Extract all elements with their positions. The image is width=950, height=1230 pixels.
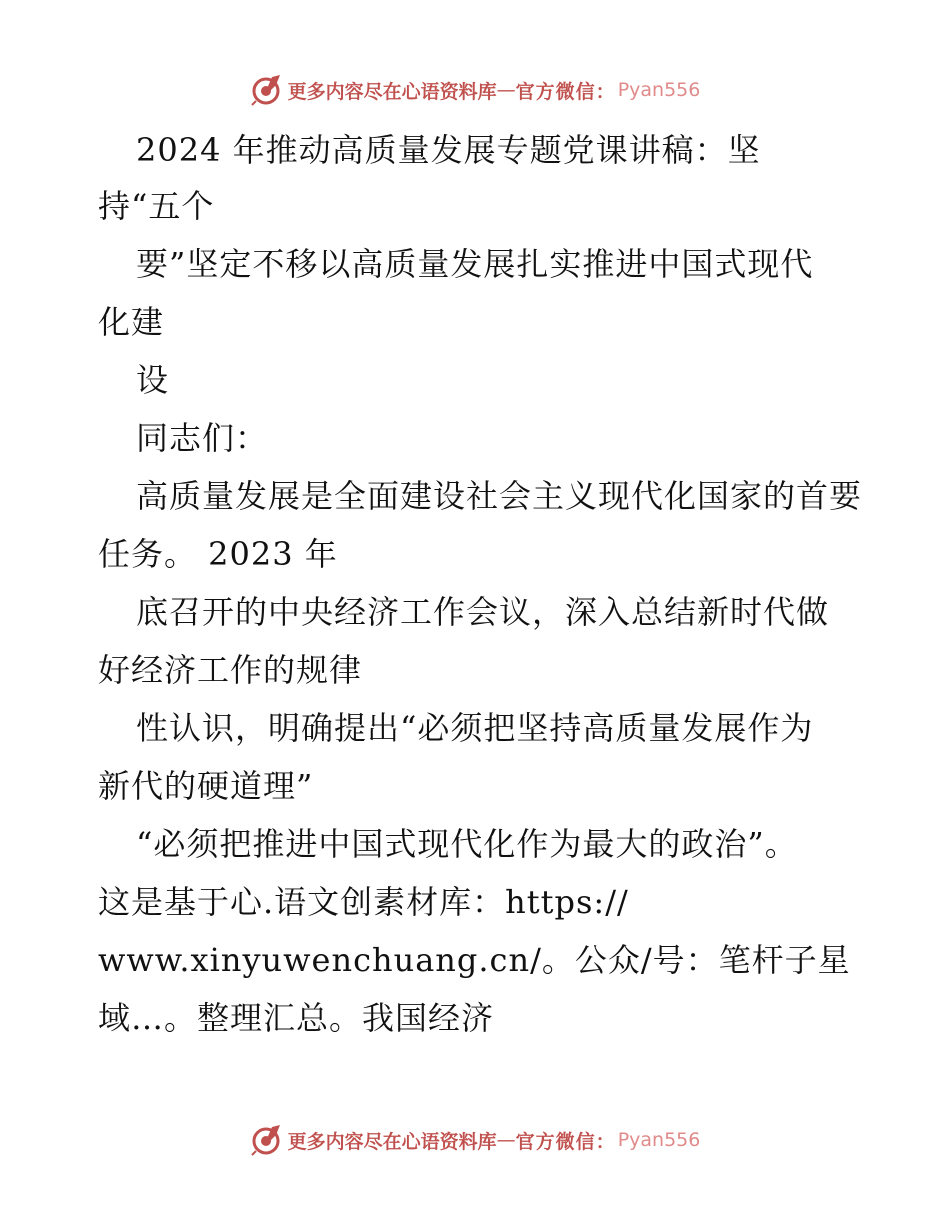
- header-watermark: [0, 70, 950, 110]
- quill-seal-icon: [250, 1123, 284, 1157]
- body-line: 新代的硬道理”: [98, 767, 314, 805]
- title-line-4: 化建: [98, 303, 165, 341]
- title-line-2: 持“五个: [98, 187, 215, 225]
- body-line: 任务。 2023 年: [98, 535, 338, 573]
- watermark-main: 更多内容尽在心语资料库: [287, 1130, 497, 1153]
- salutation: 同志们：: [136, 419, 269, 457]
- watermark-text: [288, 1127, 701, 1154]
- body-line: “必须把推进中国式现代化作为最大的政治”。: [136, 825, 798, 863]
- watermark-dash: —: [496, 79, 516, 101]
- body-line: 好经济工作的规律: [98, 651, 363, 689]
- watermark-text: [288, 77, 701, 104]
- title-line-1: 2024 年推动高质量发展专题党课讲稿：坚: [136, 131, 761, 169]
- body-line: 高质量发展是全面建设社会主义现代化国家的首要: [136, 477, 863, 515]
- title-line-3: 要”坚定不移以高质量发展扎实推进中国式现代: [136, 245, 814, 283]
- watermark-weixin-label: 官方微信：: [515, 80, 616, 103]
- watermark-weixin-id: Pyan556: [617, 79, 701, 101]
- title-line-5: 设: [136, 361, 170, 399]
- watermark-dash: —: [496, 1129, 516, 1151]
- body-line: 域…。整理汇总。我国经济: [98, 999, 495, 1037]
- body-line: 性认识，明确提出“必须把坚持高质量发展作为: [136, 709, 814, 747]
- watermark-weixin-id: Pyan556: [617, 1129, 701, 1151]
- watermark-weixin-label: 官方微信：: [515, 1130, 616, 1153]
- quill-seal-icon: [250, 73, 284, 107]
- body-line: 这是基于心.语文创素材库：https://: [98, 883, 629, 921]
- body-line: 底召开的中央经济工作会议，深入总结新时代做: [136, 593, 830, 631]
- footer-watermark: [0, 1120, 950, 1160]
- watermark-main: 更多内容尽在心语资料库: [287, 80, 497, 103]
- body-line-url: www.xinyuwenchuang.cn/。公众/号：笔杆子星: [98, 941, 851, 979]
